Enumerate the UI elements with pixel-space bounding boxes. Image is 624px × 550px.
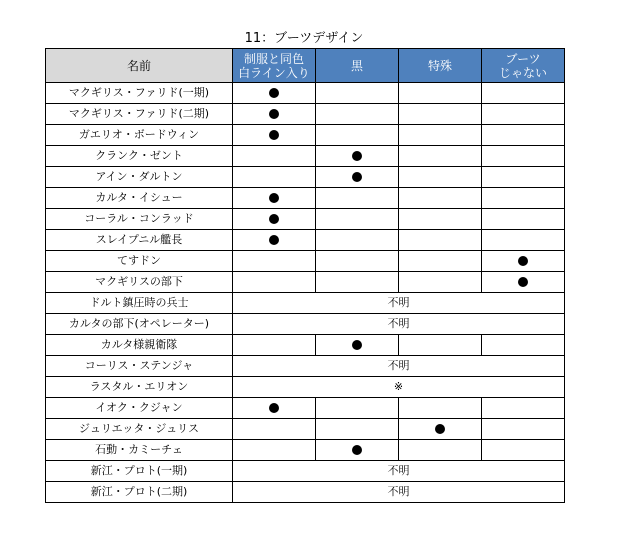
table-row [46,188,565,209]
row-cell-col3 [399,272,482,293]
table-body [46,83,565,503]
filled-circle-mark [352,172,362,182]
row-name: クランク・ゼント [46,146,233,167]
row-cell-col1 [233,146,316,167]
row-cell-col1 [233,125,316,146]
filled-circle-mark [269,130,279,140]
table-row [46,167,565,188]
row-cell-col2 [316,440,399,461]
row-cell-col3 [399,230,482,251]
row-cell-col2 [316,419,399,440]
row-cell-col3 [399,83,482,104]
row-merged-note: 不明 [233,293,565,314]
row-cell-col1 [233,272,316,293]
row-cell-col4 [482,335,565,356]
row-cell-col4 [482,419,565,440]
row-cell-col3 [399,167,482,188]
row-name: マクギリスの部下 [46,272,233,293]
table-row [46,125,565,146]
filled-circle-mark [269,214,279,224]
row-cell-col3 [399,335,482,356]
row-cell-col4 [482,167,565,188]
table-row [46,461,565,482]
header-not-boots-line2: じゃない [498,65,547,80]
row-cell-col3 [399,419,482,440]
row-cell-col1 [233,230,316,251]
table-row [46,440,565,461]
row-cell-col4 [482,398,565,419]
table-row [46,419,565,440]
row-name: スレイプニル艦長 [46,230,233,251]
filled-circle-mark [269,88,279,98]
table-row [46,356,565,377]
row-cell-col1 [233,398,316,419]
row-cell-col4 [482,104,565,125]
filled-circle-mark [269,109,279,119]
row-name: てすドン [46,251,233,272]
row-cell-col2 [316,167,399,188]
row-cell-col1 [233,251,316,272]
filled-circle-mark [269,193,279,203]
row-cell-col3 [399,125,482,146]
row-merged-note: 不明 [233,314,565,335]
table-title: 11：ブーツデザイン [244,31,364,46]
row-cell-col2 [316,335,399,356]
header-name: 名前 [46,49,233,83]
table-row [46,398,565,419]
row-cell-col2 [316,188,399,209]
row-cell-col1 [233,167,316,188]
row-cell-col3 [399,398,482,419]
table-row [46,230,565,251]
row-cell-col1 [233,335,316,356]
row-name: カルタ・イシュー [46,188,233,209]
header-not-boots-line1: ブーツ [505,51,541,66]
row-cell-col3 [399,104,482,125]
row-cell-col4 [482,188,565,209]
row-cell-col1 [233,419,316,440]
row-cell-col3 [399,251,482,272]
row-name: ドルト鎮圧時の兵士 [46,293,233,314]
row-merged-note: 不明 [233,356,565,377]
header-uniform-color-line2: 白ライン入り [238,65,310,80]
row-name: マクギリス・ファリド(一期) [46,83,233,104]
row-cell-col1 [233,104,316,125]
table-row [46,104,565,125]
row-merged-note: 不明 [233,461,565,482]
table-row [46,209,565,230]
row-name: イオク・クジャン [46,398,233,419]
row-cell-col2 [316,104,399,125]
header-special: 特殊 [399,49,482,83]
row-cell-col4 [482,272,565,293]
row-cell-col4 [482,146,565,167]
row-name: ガエリオ・ボードウィン [46,125,233,146]
table-row [46,83,565,104]
table-row [46,335,565,356]
row-cell-col4 [482,209,565,230]
row-cell-col2 [316,230,399,251]
boots-design-table [45,48,565,503]
table-row [46,482,565,503]
row-cell-col2 [316,146,399,167]
row-cell-col2 [316,125,399,146]
row-cell-col2 [316,209,399,230]
row-cell-col4 [482,125,565,146]
table-row [46,251,565,272]
row-cell-col1 [233,188,316,209]
row-cell-col1 [233,209,316,230]
row-cell-col4 [482,83,565,104]
filled-circle-mark [518,277,528,287]
row-cell-col4 [482,440,565,461]
row-cell-col3 [399,146,482,167]
header-uniform-color-line1: 制服と同色 [243,51,304,66]
table-row [46,293,565,314]
row-merged-note: ※ [233,377,565,398]
row-cell-col2 [316,251,399,272]
row-name: コーリス・ステンジャ [46,356,233,377]
filled-circle-mark [435,424,445,434]
row-name: アイン・ダルトン [46,167,233,188]
row-name: コーラル・コンラッド [46,209,233,230]
table-row [46,146,565,167]
row-cell-col2 [316,398,399,419]
table-row [46,377,565,398]
row-merged-note: 不明 [233,482,565,503]
header-row [46,49,565,83]
filled-circle-mark [352,151,362,161]
row-cell-col2 [316,83,399,104]
row-name: ラスタル・エリオン [46,377,233,398]
row-cell-col4 [482,251,565,272]
row-cell-col3 [399,440,482,461]
row-cell-col1 [233,83,316,104]
filled-circle-mark [352,445,362,455]
row-name: カルタの部下(オペレーター) [46,314,233,335]
table-row [46,272,565,293]
row-name: 石動・カミーチェ [46,440,233,461]
header-black: 黒 [316,49,399,83]
row-cell-col2 [316,272,399,293]
row-name: ジュリエッタ・ジュリス [46,419,233,440]
row-name: マクギリス・ファリド(二期) [46,104,233,125]
header-uniform-color [233,49,316,83]
row-name: 新江・プロト(二期) [46,482,233,503]
row-cell-col3 [399,209,482,230]
row-cell-col1 [233,440,316,461]
header-not-boots [482,49,565,83]
table-row [46,314,565,335]
row-name: カルタ様親衛隊 [46,335,233,356]
filled-circle-mark [352,340,362,350]
filled-circle-mark [269,235,279,245]
filled-circle-mark [518,256,528,266]
row-cell-col4 [482,230,565,251]
filled-circle-mark [269,403,279,413]
row-cell-col3 [399,188,482,209]
row-name: 新江・プロト(一期) [46,461,233,482]
